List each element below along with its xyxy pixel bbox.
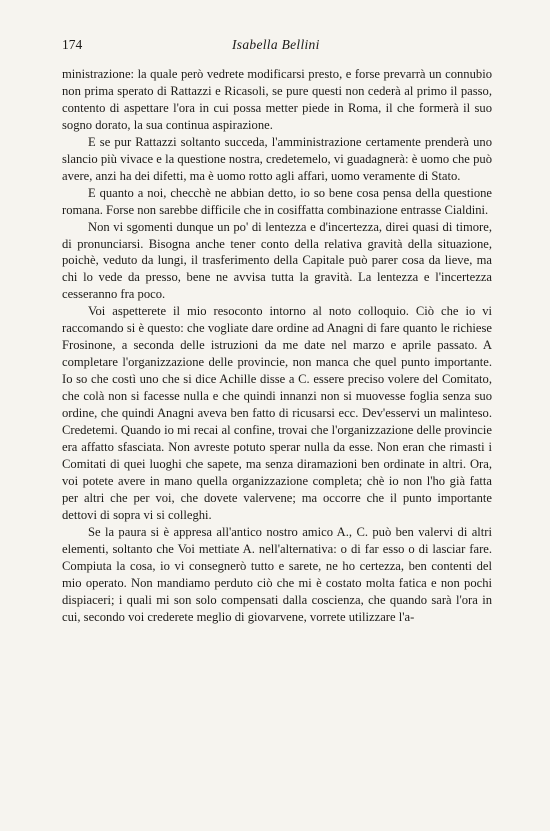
running-title: Isabella Bellini (232, 37, 320, 52)
paragraph: Voi aspetterete il mio resoconto intorno al noto colloquio. Ciò che io vi raccomando si è questo: che vogliate dare ordine ad Anagni di fare quanto le richiese Frosinone, a seconda delle istruzioni da me date nel marzo e aprile passato. A completare l'organizzazione delle provincie, non manca che quel punto importante. Io so che costì uno che si dice Achille disse a C. essere preciso volere del Comitato, che colà non si facesse nulla e che quindi innanzi non si muovesse foglia senza suo ordine, che quindi Anagni aveva ben fatto di ricusarsi ecc. Dev'esservi un malinteso. Credetemi. Quando io mi recai al confine, trovai che l'organizzazione delle provincie era affatto sfasciata. Non avreste potuto sperar nulla da esse. Non eran che rimasti i Comitati di quei luoghi che sapete, ma senza diramazioni ben ordinate in altri. Ora, voi potete avere in mano quella organizzazione completa; chè io non l'ho già fatta per altri che per voi, che dovete valervene; ma occorre che il punto importante dettovi di sopra vi si colleghi. (62, 304, 492, 522)
running-header (62, 37, 492, 57)
page-number: 174 (62, 37, 83, 52)
paragraph: E se pur Rattazzi soltanto succeda, l'amministrazione certamente prenderà uno slancio più vivace e la questione nostra, credetemelo, vi guadagnerà: è uomo che può avere, anzi ha dei difetti, ma è uomo rotto agli affari, uomo veramente di Stato. (62, 134, 492, 183)
paragraph: Se la paura si è appresa all'antico nostro amico A., C. può ben valervi di altri elementi, soltanto che Voi mettiate A. nell'alternativa: o di far esso o di lasciar fare. Compiuta la cosa, io vi consegnerò tutto e sarete, ne ho certezza, ben contenti del mio operato. Non mandiamo perduto ciò che mi è costato molta fatica e non pochi dispiaceri; i quali mi son solo compensati dalla coscienza, che quando sarà l'ora in cui, secondo voi crederete meglio di giovarvene, vorrete utilizzare l'a- (62, 524, 492, 624)
body-text (62, 66, 492, 625)
paragraph: ministrazione: la quale però vedrete modificarsi presto, e forse prevarrà un connubio non prima sperato di Rattazzi e Ricasoli, se pure questi non cederà al primo il passo, contento di aspettare l'ora in cui possa metter piede in Roma, il che formerà il suo sogno dorato, la sua continua aspirazione. (62, 67, 492, 132)
paragraph: Non vi sgomenti dunque un po' di lentezza e d'incertezza, direi quasi di timore, di pronunciarsi. Bisogna anche tener conto della relativa gravità della situazione, poichè, veduto da lungi, il trasferimento della Capitale può parer cosa da lieve, ma chi lo vede da presso, bene ne avvisa tutta la gravità. La lentezza e l'incertezza cesseranno fra poco. (62, 219, 492, 302)
paragraph: E quanto a noi, checchè ne abbian detto, io so bene cosa pensa della questione romana. Forse non sarebbe difficile che in cosiffatta combinazione entrasse Cialdini. (62, 185, 492, 217)
